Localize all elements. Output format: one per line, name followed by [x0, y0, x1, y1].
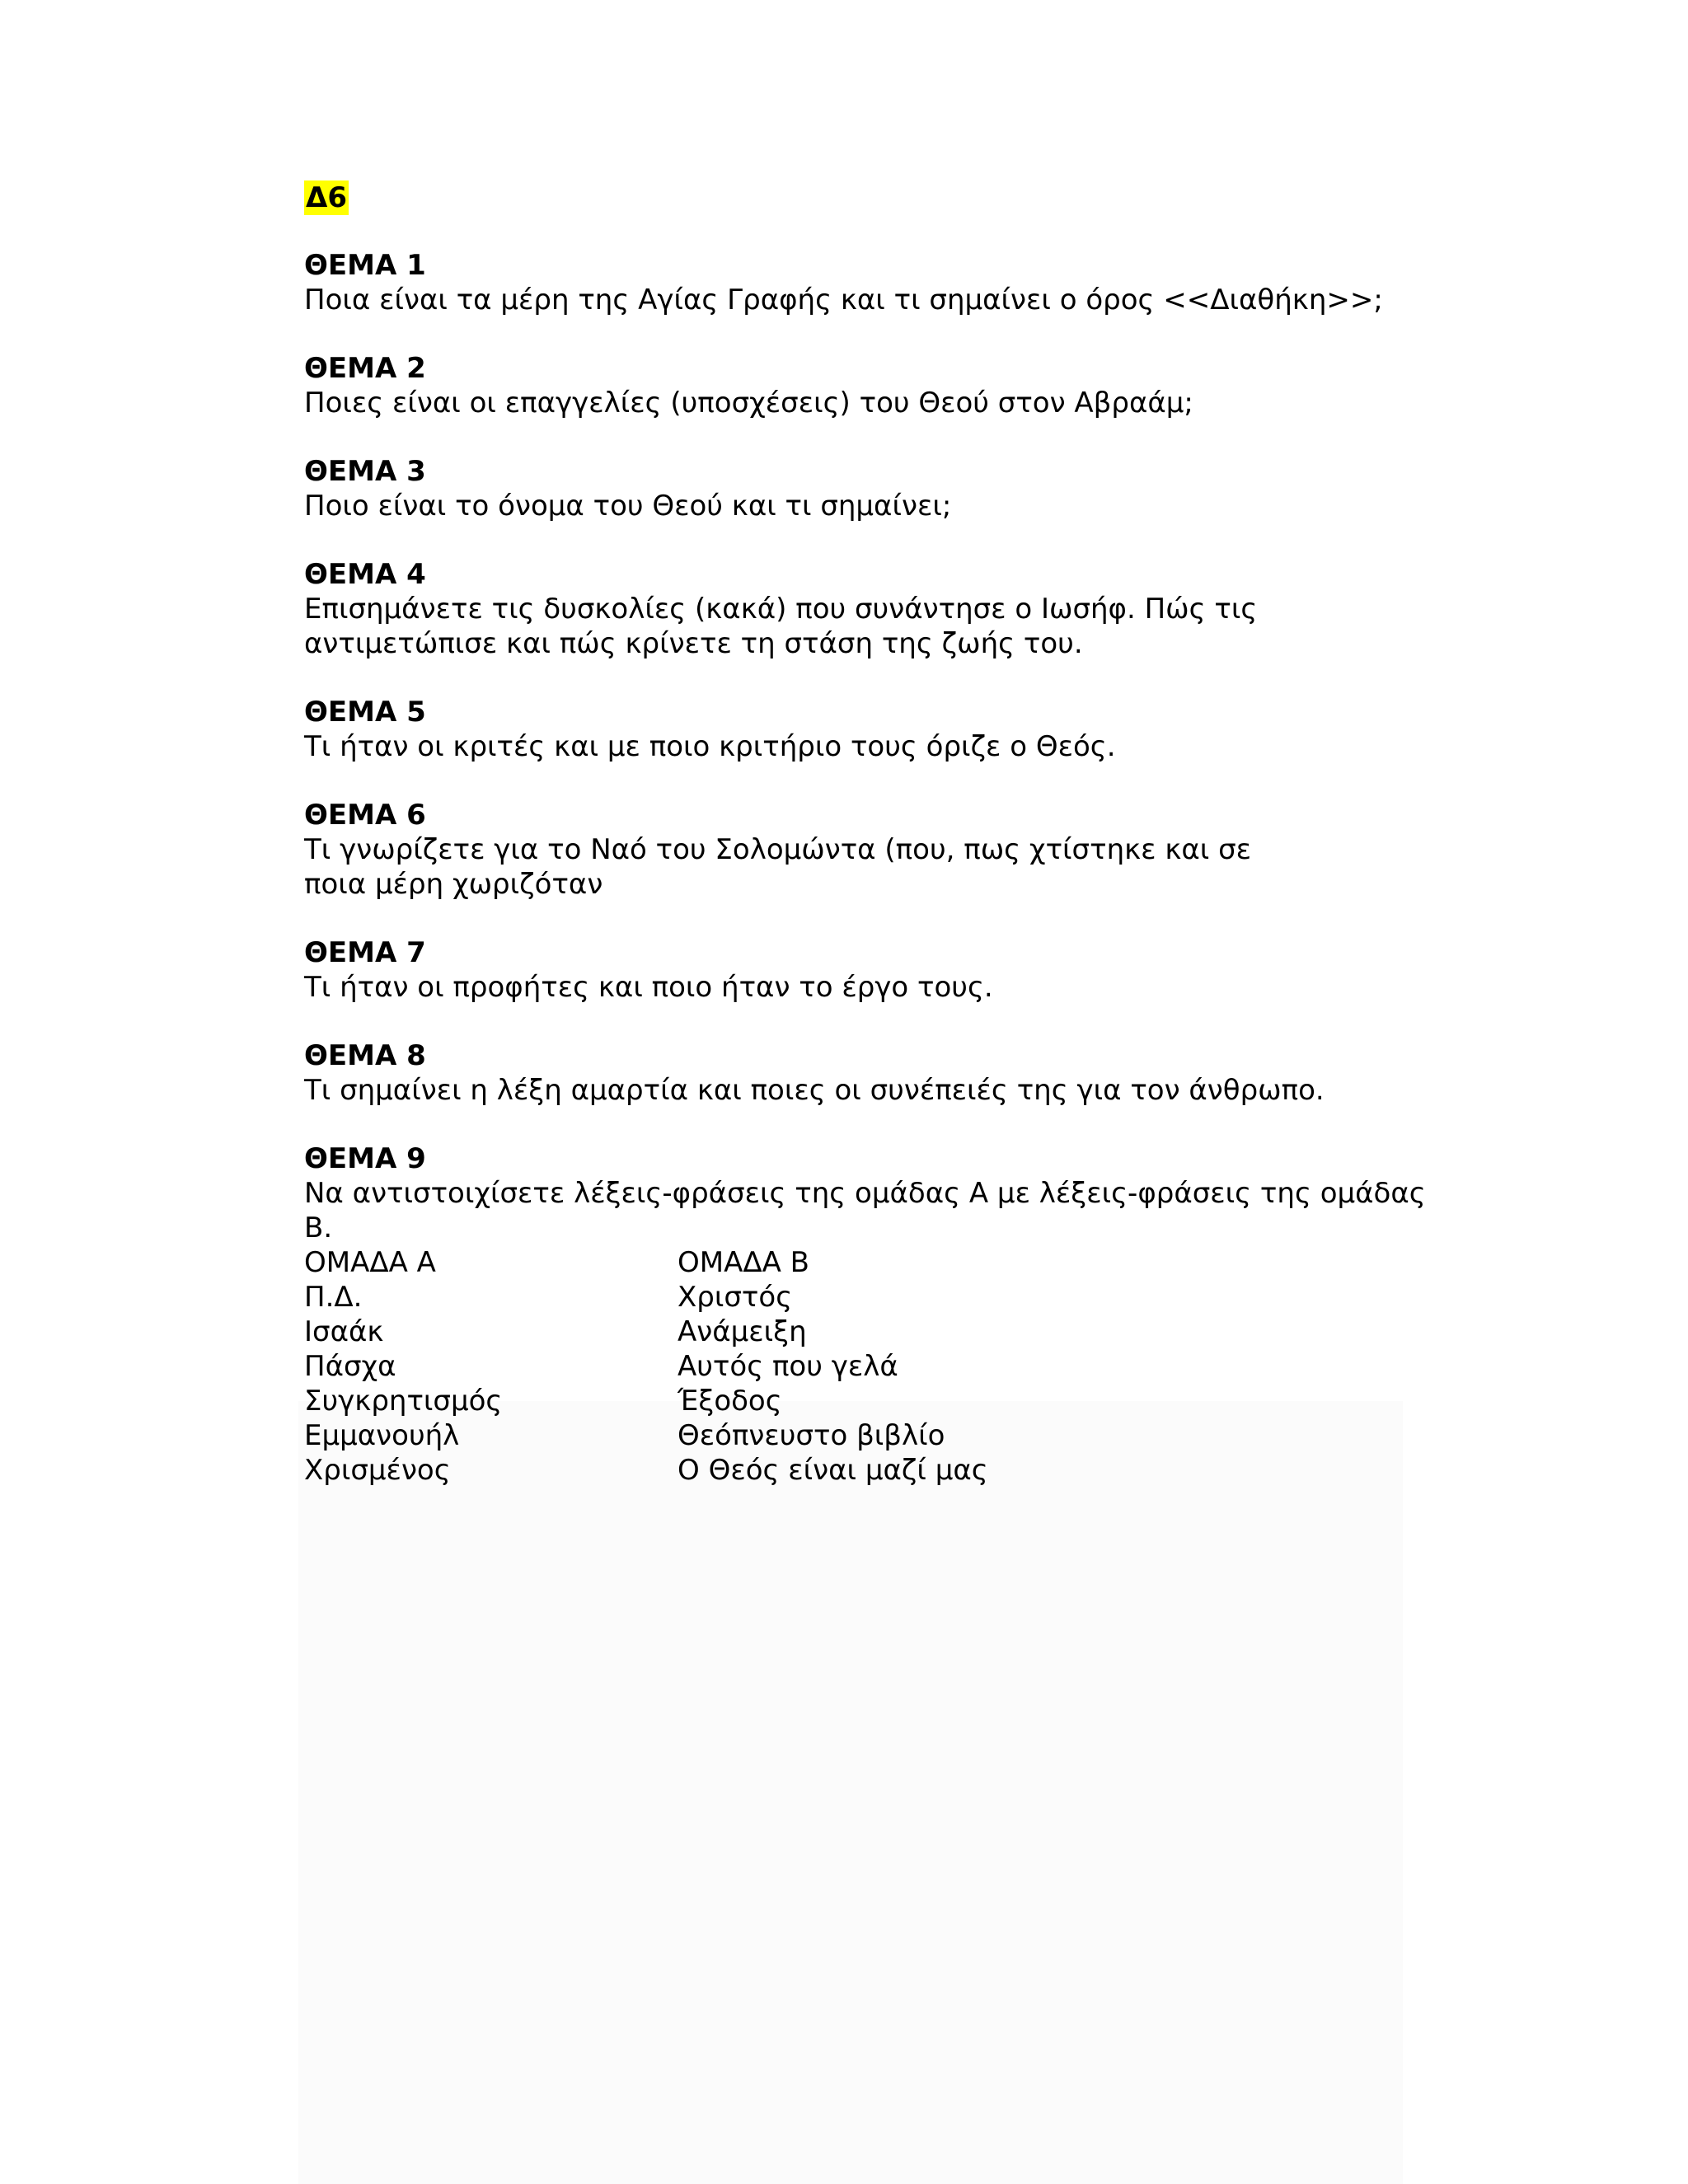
group-a-item: Χρισμένος: [304, 1454, 451, 1487]
question-text: Ποια είναι τα μέρη της Αγίας Γραφής και τι σημαίνει ο όρος <<Διαθήκη>>;: [304, 284, 1383, 316]
question-text: Επισημάνετε τις δυσκολίες (κακά) που συνάντησε ο Ιωσήφ. Πώς τις αντιμετώπισε και πώς κρίνετε τη στάση της ζωής του.: [304, 593, 1258, 660]
question-text: Ποιες είναι οι επαγγελίες (υποσχέσεις) του Θεού στον Αβραάμ;: [304, 387, 1193, 419]
question-title: ΘΕΜΑ 8: [304, 1039, 426, 1072]
group-a-item: Π.Δ.: [304, 1281, 363, 1314]
question-title: ΘΕΜΑ 2: [304, 352, 426, 385]
group-a-item: Συγκρητισμός: [304, 1385, 503, 1418]
group-b-item: Αυτός που γελά: [678, 1350, 898, 1383]
question-2: [304, 351, 1458, 420]
question-text: Τι σημαίνει η λέξη αμαρτία και ποιες οι συνέπειές της για τον άνθρωπο.: [304, 1074, 1325, 1107]
matching-row: [304, 1349, 1458, 1384]
group-a-item: Ισαάκ: [304, 1315, 384, 1348]
question-title: ΘΕΜΑ 3: [304, 455, 426, 488]
question-text: Τι γνωρίζετε για το Ναό του Σολομώντα (που, πως χτίστηκε και σε ποια μέρη χωριζόταν: [304, 833, 1252, 901]
group-b-item: Θεόπνευστο βιβλίο: [678, 1419, 945, 1452]
question-title: ΘΕΜΑ 6: [304, 799, 426, 832]
question-title: ΘΕΜΑ 7: [304, 936, 426, 969]
matching-row: [304, 1384, 1458, 1418]
group-a-item: Πάσχα: [304, 1350, 396, 1383]
matching-table: [304, 1245, 1458, 1488]
group-b-item: Έξοδος: [678, 1385, 782, 1418]
group-a-header: ΟΜΑΔΑ Α: [304, 1246, 436, 1279]
document-code: Δ6: [306, 181, 347, 214]
worksheet: [304, 180, 1458, 1521]
question-text: Τι ήταν οι κριτές και με ποιο κριτήριο τους όριζε ο Θεός.: [304, 730, 1116, 763]
matching-row: [304, 1280, 1458, 1315]
question-text: Να αντιστοιχίσετε λέξεις-φράσεις της ομάδας Α με λέξεις-φράσεις της ομάδας Β.: [304, 1177, 1426, 1244]
question-9: [304, 1141, 1458, 1488]
question-title: ΘΕΜΑ 4: [304, 558, 426, 591]
matching-row: [304, 1418, 1458, 1453]
question-5: [304, 695, 1458, 764]
question-4: [304, 557, 1458, 661]
question-text: Τι ήταν οι προφήτες και ποιο ήταν το έργο τους.: [304, 971, 993, 1004]
matching-header-row: [304, 1245, 1458, 1280]
question-text: Ποιο είναι το όνομα του Θεού και τι σημαίνει;: [304, 490, 952, 523]
group-b-item: Ανάμειξη: [678, 1315, 807, 1348]
question-6: [304, 798, 1458, 902]
matching-row: [304, 1453, 1458, 1488]
group-a-item: Εμμανουήλ: [304, 1419, 460, 1452]
group-b-item: Ο Θεός είναι μαζί μας: [678, 1454, 988, 1487]
question-title: ΘΕΜΑ 5: [304, 696, 426, 729]
group-b-item: Χριστός: [678, 1281, 793, 1314]
question-title: ΘΕΜΑ 9: [304, 1142, 426, 1175]
matching-row: [304, 1315, 1458, 1349]
question-1: [304, 248, 1458, 317]
question-title: ΘΕΜΑ 1: [304, 249, 426, 282]
question-8: [304, 1038, 1458, 1108]
question-3: [304, 454, 1458, 523]
question-7: [304, 935, 1458, 1005]
group-b-header: ΟΜΑΔΑ Β: [678, 1246, 810, 1279]
